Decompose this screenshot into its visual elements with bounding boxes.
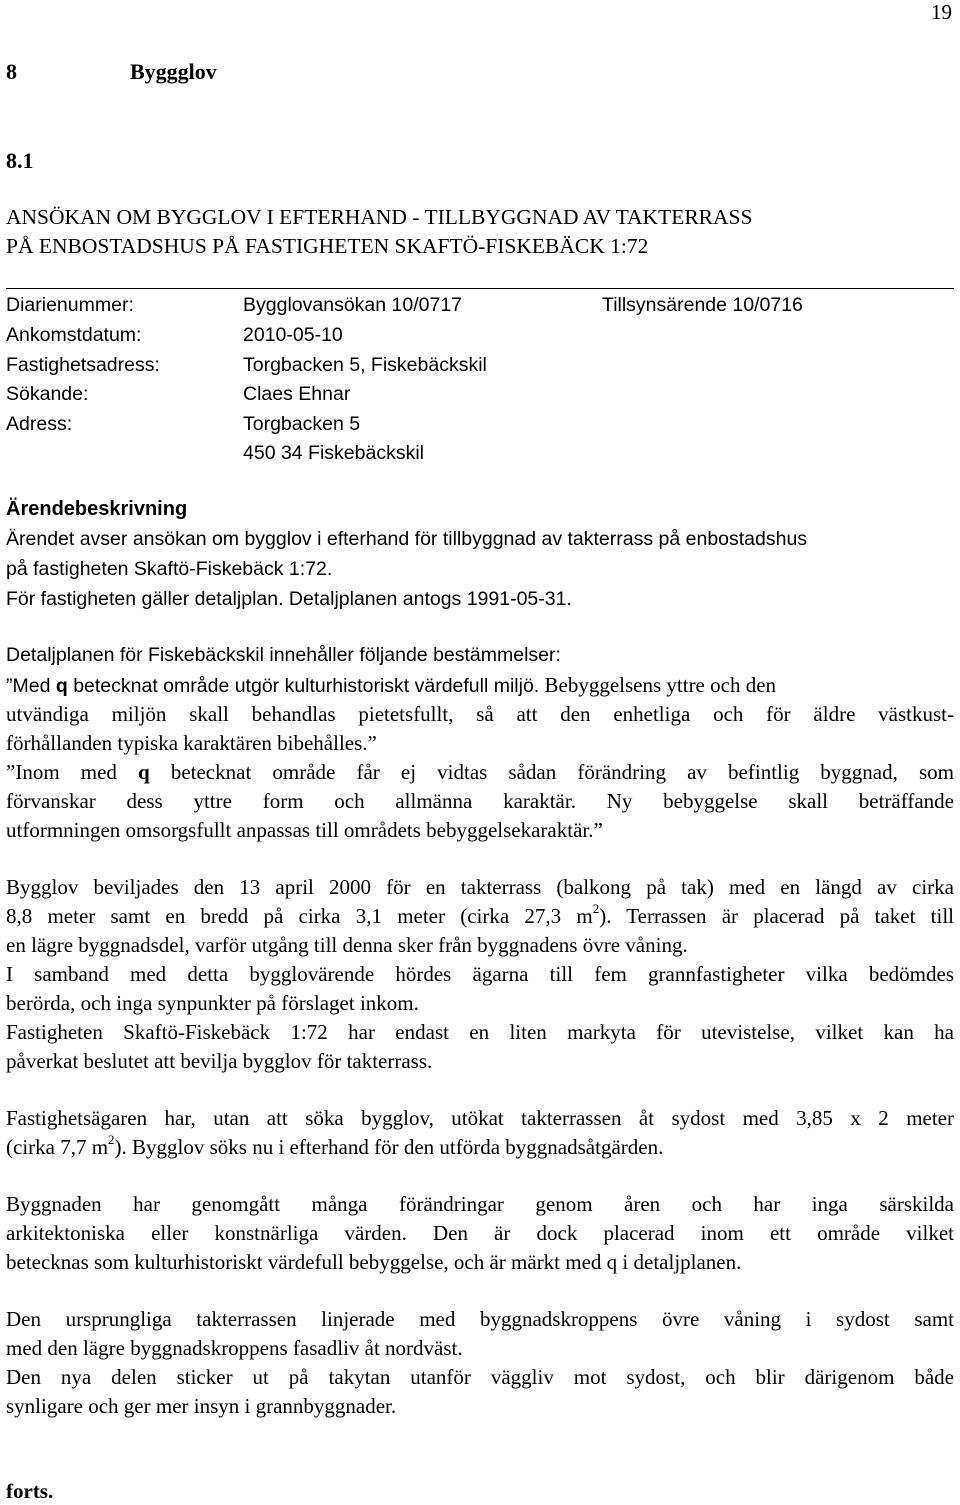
q-symbol: q bbox=[55, 675, 68, 697]
q-symbol: q bbox=[138, 760, 150, 784]
body-line: synligare och ger mer insyn i grannbyggnader. bbox=[6, 1394, 397, 1418]
body-line: Fastighetsägaren har, utan att söka bygglov, utökat takterrassen åt sydost med 3,85 x 2 meter bbox=[6, 1106, 954, 1130]
body-text: 8,8 meter samt en bredd på cirka 3,1 meter (cirka 27,3 m bbox=[6, 904, 593, 928]
sokande-label: Sökande: bbox=[6, 383, 89, 405]
body-text: ). Bygglov söks nu i efterhand för den utförda byggnadsåtgärden. bbox=[114, 1135, 664, 1159]
quote-line bbox=[6, 673, 776, 698]
quote-text: Bebyggelsens yttre och den bbox=[539, 673, 777, 697]
body-line: arkitektoniska eller konstnärliga värden. Den är dock placerad inom ett område vilket bbox=[6, 1221, 954, 1245]
fastighetsadress-value: Torgbacken 5, Fiskebäckskil bbox=[243, 354, 487, 376]
body-line bbox=[6, 1132, 664, 1160]
body-line: en lägre byggnadsdel, varför utgång till denna sker från byggnadens övre våning. bbox=[6, 933, 688, 957]
adress-line1: Torgbacken 5 bbox=[243, 413, 361, 435]
ankomstdatum-label: Ankomstdatum: bbox=[6, 324, 142, 346]
body-line: Den ursprungliga takterrassen linjerade med byggnadskroppens övre våning i sydost samt bbox=[6, 1307, 954, 1331]
body-line: Byggnaden har genomgått många förändringar genom åren och har inga särskilda bbox=[6, 1192, 954, 1216]
diarienummer-value: Bygglovansökan 10/0717 bbox=[243, 294, 463, 316]
quote-line: utvändiga miljön skall behandlas pietetsfullt, så att den enhetliga och för äldre västkust- bbox=[6, 702, 954, 726]
superscript: 2 bbox=[592, 901, 600, 916]
fastighetsadress-label: Fastighetsadress: bbox=[6, 354, 160, 376]
section-title-line2: PÅ ENBOSTADSHUS PÅ FASTIGHETEN SKAFTÖ-FISKEBÄCK 1:72 bbox=[6, 234, 649, 258]
description-line: Ärendet avser ansökan om bygglov i efterhand för tillbyggnad av takterrass på enbostadshus bbox=[6, 528, 808, 550]
body-line: med den lägre byggnadskroppens fasadliv åt nordväst. bbox=[6, 1336, 463, 1360]
body-line: I samband med detta bygglovärende hördes ägarna till fem grannfastigheter vilka bedömdes bbox=[6, 962, 954, 986]
body-line: Den nya delen sticker ut på takytan utanför väggliv mot sydost, och blir därigenom både bbox=[6, 1365, 954, 1389]
quote-text: betecknat område får ej vidtas sådan förändring av befintlig byggnad, som bbox=[149, 760, 954, 784]
sokande-value: Claes Ehnar bbox=[243, 383, 351, 405]
body-line bbox=[6, 901, 954, 929]
page-number: 19 bbox=[931, 0, 952, 24]
body-line: Bygglov beviljades den 13 april 2000 för en takterrass (balkong på tak) med en längd av cirka bbox=[6, 875, 954, 899]
quote-text: ”Inom med bbox=[6, 760, 139, 784]
description-line: på fastigheten Skaftö-Fiskebäck 1:72. bbox=[6, 558, 333, 580]
description-line: För fastigheten gäller detaljplan. Detaljplanen antogs 1991-05-31. bbox=[6, 588, 572, 610]
section-number: 8.1 bbox=[6, 148, 34, 173]
quote-text: ”Med bbox=[6, 675, 56, 697]
tillsyn-value: Tillsynsärende 10/0716 bbox=[602, 294, 803, 316]
body-line: Fastigheten Skaftö-Fiskebäck 1:72 har endast en liten markyta för utevistelse, vilket kan ha bbox=[6, 1020, 954, 1044]
chapter-title: Byggglov bbox=[130, 59, 217, 84]
quote-line bbox=[6, 760, 954, 785]
ankomstdatum-value: 2010-05-10 bbox=[243, 324, 343, 346]
chapter-number: 8 bbox=[6, 59, 17, 84]
superscript: 2 bbox=[108, 1132, 115, 1147]
title-divider bbox=[6, 288, 954, 289]
description-heading: Ärendebeskrivning bbox=[6, 498, 188, 520]
plan-intro: Detaljplanen för Fiskebäckskil innehåller följande bestämmelser: bbox=[6, 644, 561, 666]
body-text: ). Terrassen är placerad på taket till bbox=[599, 904, 954, 928]
body-text: (cirka 7,7 m bbox=[6, 1135, 109, 1159]
continued-label: forts. bbox=[6, 1479, 54, 1503]
diarienummer-label: Diarienummer: bbox=[6, 294, 134, 316]
body-line: påverkat beslutet att bevilja bygglov för takterrass. bbox=[6, 1049, 433, 1073]
adress-line2: 450 34 Fiskebäckskil bbox=[243, 442, 425, 464]
adress-label: Adress: bbox=[6, 413, 73, 435]
quote-text: betecknat område utgör kulturhistoriskt värdefull miljö. bbox=[67, 675, 540, 697]
section-title-line1: ANSÖKAN OM BYGGLOV I EFTERHAND - TILLBYGGNAD AV TAKTERRASS bbox=[6, 205, 753, 229]
quote-line: förhållanden typiska karaktären bibehålles.” bbox=[6, 731, 377, 755]
body-line: berörda, och inga synpunkter på förslaget inkom. bbox=[6, 991, 419, 1015]
quote-line: förvanskar dess yttre form och allmänna karaktär. Ny bebyggelse skall beträffande bbox=[6, 789, 954, 813]
body-line: betecknas som kulturhistoriskt värdefull bebyggelse, och är märkt med q i detaljplanen. bbox=[6, 1250, 742, 1274]
quote-line: utformningen omsorgsfullt anpassas till områdets bebyggelsekaraktär.” bbox=[6, 818, 603, 842]
